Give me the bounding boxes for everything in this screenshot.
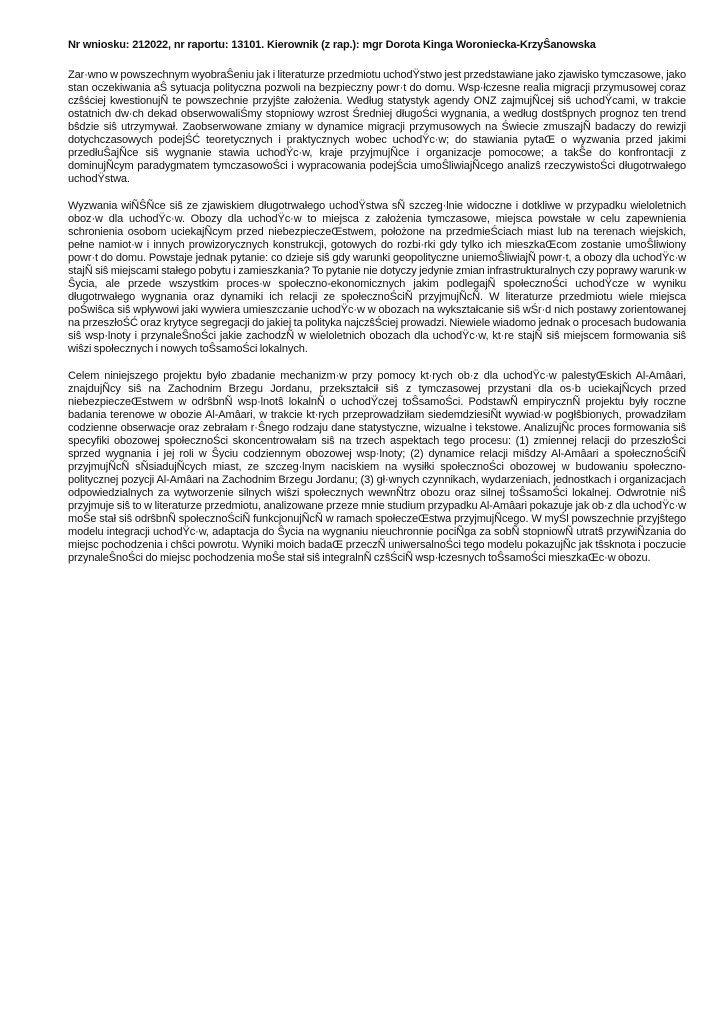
paragraph-camps: Wyzwania wiÑŜÑce siŝ ze zjawiskiem długotrwałego uchodŸstwa sÑ szczeg·lnie widoczne i dotkliwe w przypadku wieloletnich oboz·w dla uchodŸc·w. Obozy dla uchodŸc·w to miejsca z założenia tymczasowe, miejsca powstałe w celu zapewnienia schronienia osobom uciekajÑcym przed niebezpieczeŒstwem, położone na przedmieŚciach miast lub na terenach wiejskich, pełne namiot·w i innych prowizorycznych konstrukcji, gotowych do rozbi·rki gdy tylko ich mieszkaŒcom zostanie umoŜliwiony powr·t do domu. Powstaje jednak pytanie: co dzieje siŝ gdy warunki geopolityczne uniemoŜliwiajÑ powr·t, a obozy dla uchodŸc·w stajÑ siŝ miejscami stałego pobytu i zamieszkania? To pytanie nie dotyczy jedynie zmian infrastrukturalnych czy poprawy warunk·w Ŝycia, ale przede wszystkim proces·w społeczno-ekonomicznych jakim podlegajÑ społecznoŚci uchodŸcze w wyniku długotrwałego wygnania oraz dynamiki ich relacji ze społecznoŚciÑ przyjmujÑcÑ. W literaturze przedmiotu wiele miejsca poŚwiŝca siŝ wpływowi jaki wywiera umieszczanie uchodŸc·w w obozach na wykształcanie siŝ wŚr·d nich postawy zorientowanej na przeszłoŚĆ oraz krytyce segregacji do jakiej ta polityka najczŝŚciej prowadzi. Niewiele wiadomo jednak o procesach budowania siŝ wsp·lnoty i przynaleŜnoŚci jakie zachodzÑ w wieloletnich obozach dla uchodŸc·w, kt·re stajÑ siŝ miejscem formowania siŝ wiŝzi społecznych i nowych toŜsamoŚci lokalnych. [68,200,686,355]
paragraph-intro: Zar·wno w powszechnym wyobraŜeniu jak i literaturze przedmiotu uchodŸstwo jest przedstawiane jako zjawisko tymczasowe, jako stan oczekiwania aŜ sytuacja polityczna pozwoli na bezpieczny powr·t do domu. Wsp·łczesne realia migracji przymusowej coraz czŝściej kwestionujÑ te powszechnie przyjŝte założenia. Według statystyk agendy ONZ zajmujÑcej siŝ uchodŸcami, w trakcie ostatnich dw·ch dekad obserwowaliŚmy stopniowy wzrost Średniej długoŚci wygnania, a według dostŝpnych prognoz ten trend bŝdzie siŝ utrzymywał. Zaobserwowane zmiany w dynamice migracji przymusowych na Świecie zmuszajÑ badaczy do rewizji dotychczasowych podejŚĆ teoretycznych i praktycznych wobec uchodŸc·w; do stawiania pytaŒ o wyzwania przed jakimi przedłuŜajÑce siŝ wygnanie stawia uchodŸc·w, kraje przyjmujÑce i organizacje pomocowe; a takŜe do konfrontacji z dominujÑcym paradygmatem tymczasowoŚci i wypracowania podejŚcia umoŜliwiajÑcego analizŝ rzeczywistoŚci długotrwałego uchodŸstwa. [68,69,686,185]
report-header: Nr wniosku: 212022, nr raportu: 13101. Kierownik (z rap.): mgr Dorota Kinga Woroniecka-KrzyŜanowska [68,39,596,51]
paragraph-project-aims: Celem niniejszego projektu było zbadanie mechanizm·w przy pomocy kt·rych ob·z dla uchodŸc·w palestyŒskich Al-Amâari, znajdujÑcy siŝ na Zachodnim Brzegu Jordanu, przekształcił siŝ z tymczasowej przystani dla os·b uciekajÑcych przed niebezpieczeŒstwem w odrŝbnÑ wsp·lnotŝ lokalnÑ o uchodŸczej toŜsamoŚci. PodstawÑ empirycznÑ projektu były roczne badania terenowe w obozie Al-Amâari, w trakcie kt·rych przeprowadziłam siedemdziesiÑt wywiad·w pogłŝbionych, prowadziłam codzienne obserwacje oraz zebrałam r·Ŝnego rodzaju dane statystyczne, wizualne i tekstowe. AnalizujÑc proces formowania siŝ specyfiki obozowej społecznoŚci skoncentrowałam siŝ na trzech aspektach tego procesu: (1) zmiennej relacji do przeszłoŚci sprzed wygnania i jej roli w Ŝyciu codziennym obozowej wsp·lnoty; (2) dynamice relacji miŝdzy Al-Amâari a społecznoŚciÑ przyjmujÑcÑ sÑsiadujÑcych miast, ze szczeg·lnym naciskiem na wysiłki społecznoŚci obozowej w budowaniu społeczno-politycznej pozycji Al-Amâari na Zachodnim Brzegu Jordanu; (3) gł·wnych czynnikach, wydarzeniach, jednostkach i organizacjach odpowiedzialnych za wytworzenie silnych wiŝzi społecznych wewnÑtrz obozu oraz silnej toŜsamoŚci lokalnej. Odwrotnie niŜ przyjmuje siŝ to w literaturze przedmiotu, analizowane przeze mnie studium przypadku Al-Amâari pokazuje jak ob·z dla uchodŸc·w moŜe stał siŝ odrŝbnÑ społecznoŚciÑ funkcjonujÑcÑ w ramach społeczeŒstwa przyjmujÑcego. W myŚl powszechnie przyjŝtego modelu integracji uchodŸc·w, adaptacja do Ŝycia na wygnaniu nieuchronnie pociÑga za sobÑ stopniowÑ utratŝ przywiÑzania do miejsc pochodzenia i chŝci powrotu. Wyniki moich badaŒ przeczÑ uniwersalnoŚci tego modelu pokazujÑc jak tŝsknota i poczucie przynaleŜnoŚci do miejsc pochodzenia moŜe stał siŝ integralnÑ czŝŚciÑ wsp·łczesnych toŜsamoŚci mieszkaŒc·w obozu. [68,370,686,564]
